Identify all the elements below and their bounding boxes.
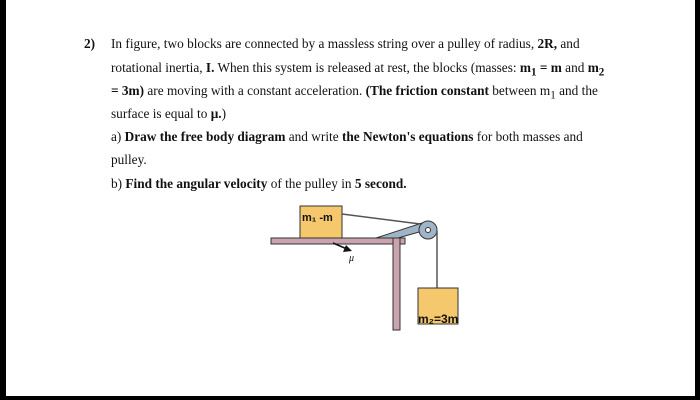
pulley-axle <box>426 228 431 233</box>
block-m1-label: m₁ -m <box>302 212 333 224</box>
block-m2-label: m₂=3m <box>418 312 459 326</box>
problem-number: 2) <box>84 36 96 51</box>
problem-part-b: b) Find the angular velocity of the pulley in 5 second. <box>111 176 407 191</box>
problem-part-a: a) Draw the free body diagram and write the Newton's equations for both masses and <box>111 129 583 144</box>
friction-label: μ <box>349 253 355 264</box>
problem-part-a-continued: pulley. <box>111 152 147 167</box>
problem-line-3: = 3m) are moving with a constant acceleration. (The friction constant between $m_1$ and the <box>111 83 598 102</box>
table-leg <box>393 238 400 330</box>
table-top <box>271 238 405 244</box>
string-horizontal <box>342 214 428 225</box>
problem-line-1: In figure, two blocks are connected by a massless string over a pulley of radius, 2R, and <box>111 36 580 51</box>
problem-line-2: rotational inertia, I. When this system is released at rest, the blocks (masses: $m_1 = m$ and $m_2$ <box>111 60 605 79</box>
problem-line-4: surface is equal to μ.) <box>111 106 227 121</box>
